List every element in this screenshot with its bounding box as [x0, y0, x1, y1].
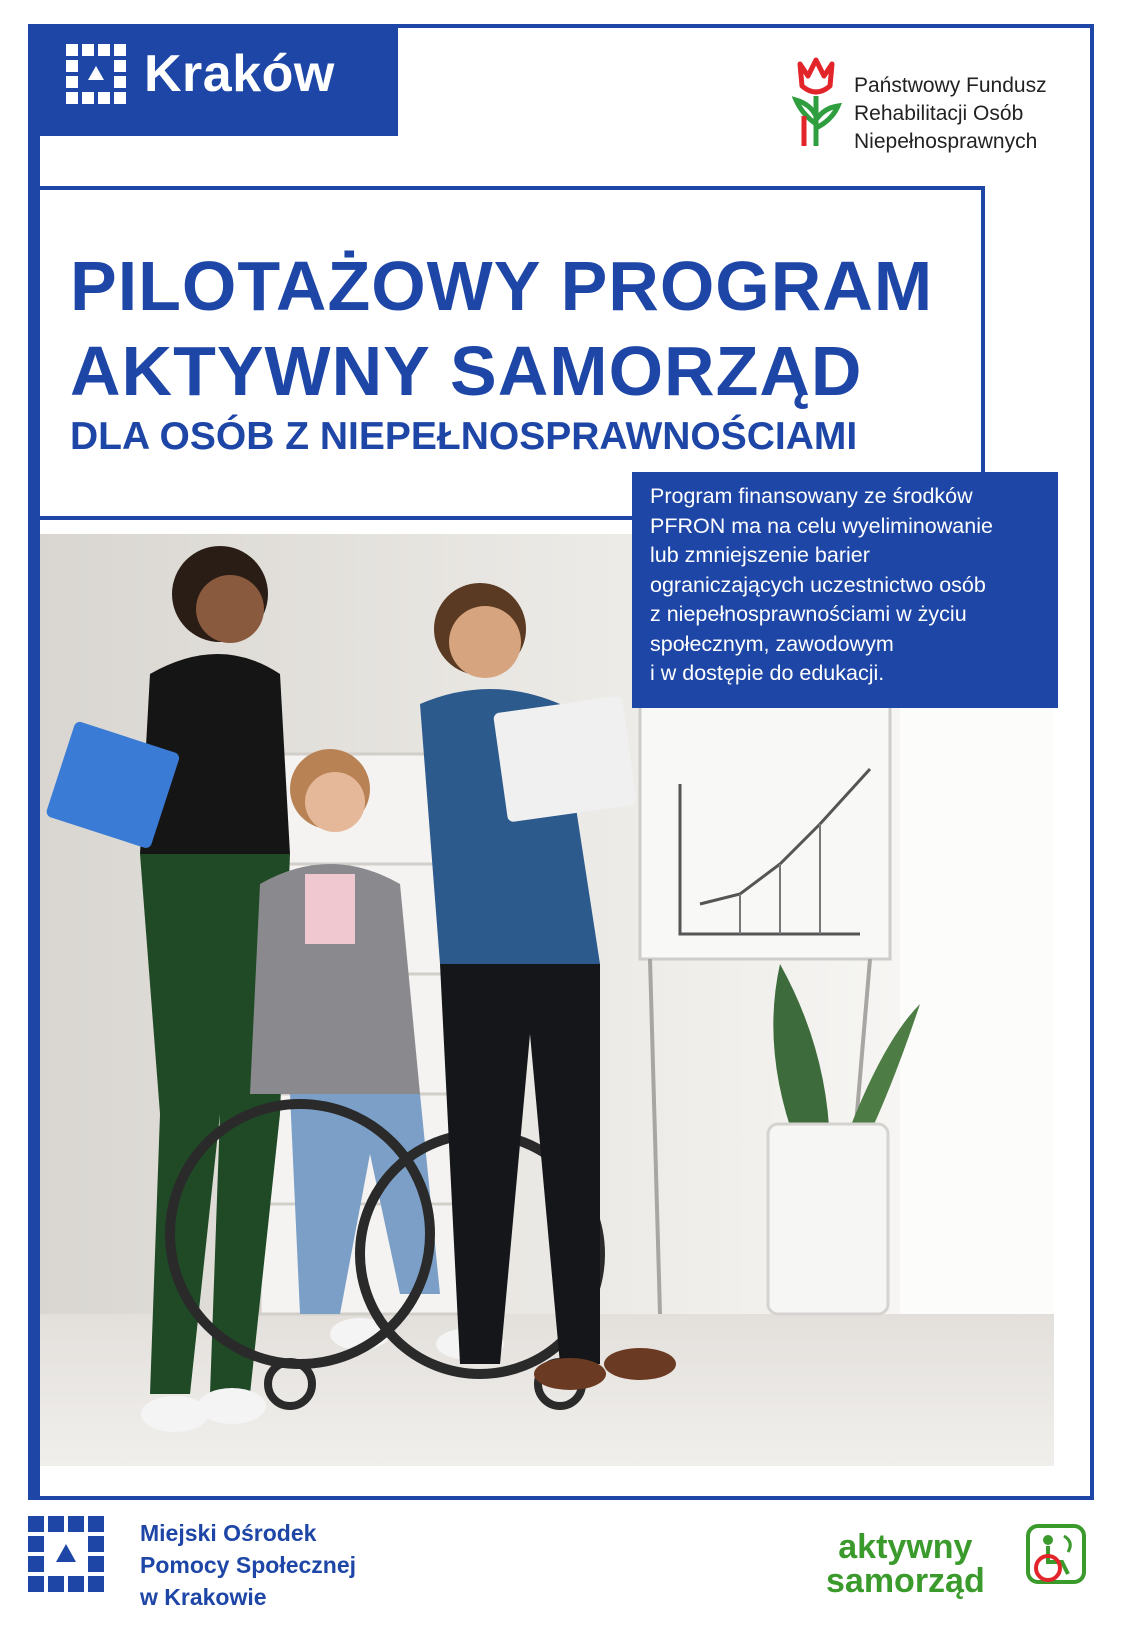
- subtitle: DLA OSÓB Z NIEPEŁNOSPRAWNOŚCIAMI: [70, 415, 858, 458]
- description-line: z niepełnosprawnościami w życiu: [650, 602, 967, 626]
- description-line: lub zmniejszenie barier: [650, 543, 870, 567]
- mops-name-line: Miejski Ośrodek: [140, 1520, 317, 1546]
- description-line: społecznym, zawodowym: [650, 631, 894, 656]
- title-line-1: PILOTAŻOWY PROGRAM: [70, 247, 934, 325]
- pfron-tulip-icon: [792, 54, 844, 150]
- krakow-emblem-icon: [66, 44, 126, 104]
- title-line-2: AKTYWNY SAMORZĄD: [70, 332, 863, 410]
- pfron-name-line: Niepełnosprawnych: [854, 130, 1038, 153]
- description-line: PFRON ma na celu wyeliminowanie: [650, 513, 993, 538]
- mops-name: [140, 1517, 356, 1613]
- mops-name-line: w Krakowie: [140, 1584, 267, 1610]
- description-line: i w dostępie do edukacji.: [650, 661, 885, 685]
- city-name: Kraków: [144, 45, 335, 103]
- logo-line: aktywny: [838, 1528, 973, 1566]
- description-line: Program finansowany ze środków: [650, 484, 973, 508]
- description-line: ograniczających uczestnictwo osób: [650, 572, 986, 597]
- aktywny-samorzad-logo: [826, 1530, 985, 1598]
- mops-name-line: Pomocy Społecznej: [140, 1552, 357, 1578]
- pfron-name: [854, 72, 1047, 156]
- accessibility-icon: [1024, 1522, 1088, 1590]
- mops-emblem-icon: [28, 1516, 104, 1592]
- left-accent-strip: [28, 136, 40, 1500]
- pfron-name-line: Państwowy Fundusz: [854, 74, 1047, 97]
- program-description: [632, 472, 1058, 708]
- krakow-logo: [66, 44, 335, 104]
- pfron-name-line: Rehabilitacji Osób: [854, 102, 1024, 125]
- logo-line: samorząd: [826, 1562, 985, 1600]
